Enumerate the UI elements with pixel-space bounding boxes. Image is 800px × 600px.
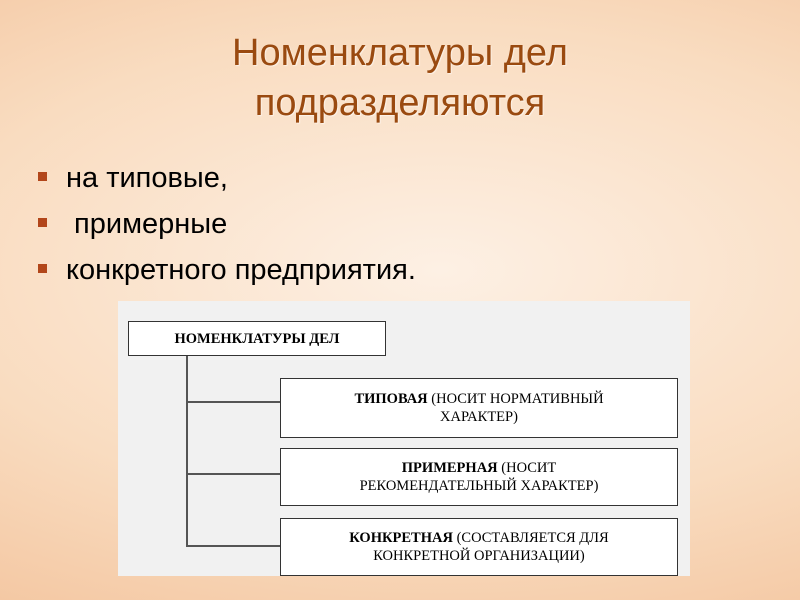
- child-node-typical: [280, 378, 678, 438]
- bullet-text: на типовые,: [66, 162, 228, 194]
- node-text: РЕКОМЕНДАТЕЛЬНЫЙ ХАРАКТЕР): [359, 478, 599, 494]
- classification-diagram: [118, 301, 690, 576]
- node-text: КОНКРЕТНОЙ ОРГАНИЗАЦИИ): [373, 548, 585, 564]
- child-node-specific: [280, 518, 678, 576]
- node-text: (НОСИТ НОРМАТИВНЫЙ: [427, 391, 604, 407]
- bullet-item: [36, 247, 416, 293]
- node-keyword: ТИПОВАЯ: [354, 391, 428, 407]
- node-text: (СОСТАВЛЯЕТСЯ ДЛЯ: [452, 530, 609, 546]
- child-node-exemplary: [280, 448, 678, 506]
- root-node: [128, 321, 386, 356]
- square-bullet-icon: [38, 172, 47, 181]
- bullet-item: [36, 155, 416, 201]
- root-node-label: НОМЕНКЛАТУРЫ ДЕЛ: [174, 330, 340, 347]
- bullet-text: примерные: [66, 208, 228, 240]
- slide-title: [0, 28, 800, 128]
- slide-title-line-2: подразделяются: [254, 82, 546, 124]
- node-text: (НОСИТ: [497, 460, 557, 476]
- branch-connector: [186, 545, 280, 547]
- node-keyword: КОНКРЕТНАЯ: [349, 530, 453, 546]
- slide-title-line-1: Номенклатуры дел: [232, 32, 568, 74]
- square-bullet-icon: [38, 218, 47, 227]
- trunk-connector: [186, 356, 188, 546]
- branch-connector: [186, 473, 280, 475]
- bullet-item: [36, 201, 416, 247]
- square-bullet-icon: [38, 264, 47, 273]
- bullet-list: [36, 155, 416, 293]
- branch-connector: [186, 401, 280, 403]
- bullet-text: конкретного предприятия.: [66, 254, 416, 286]
- node-keyword: ПРИМЕРНАЯ: [401, 460, 498, 476]
- node-text: ХАРАКТЕР): [440, 409, 518, 425]
